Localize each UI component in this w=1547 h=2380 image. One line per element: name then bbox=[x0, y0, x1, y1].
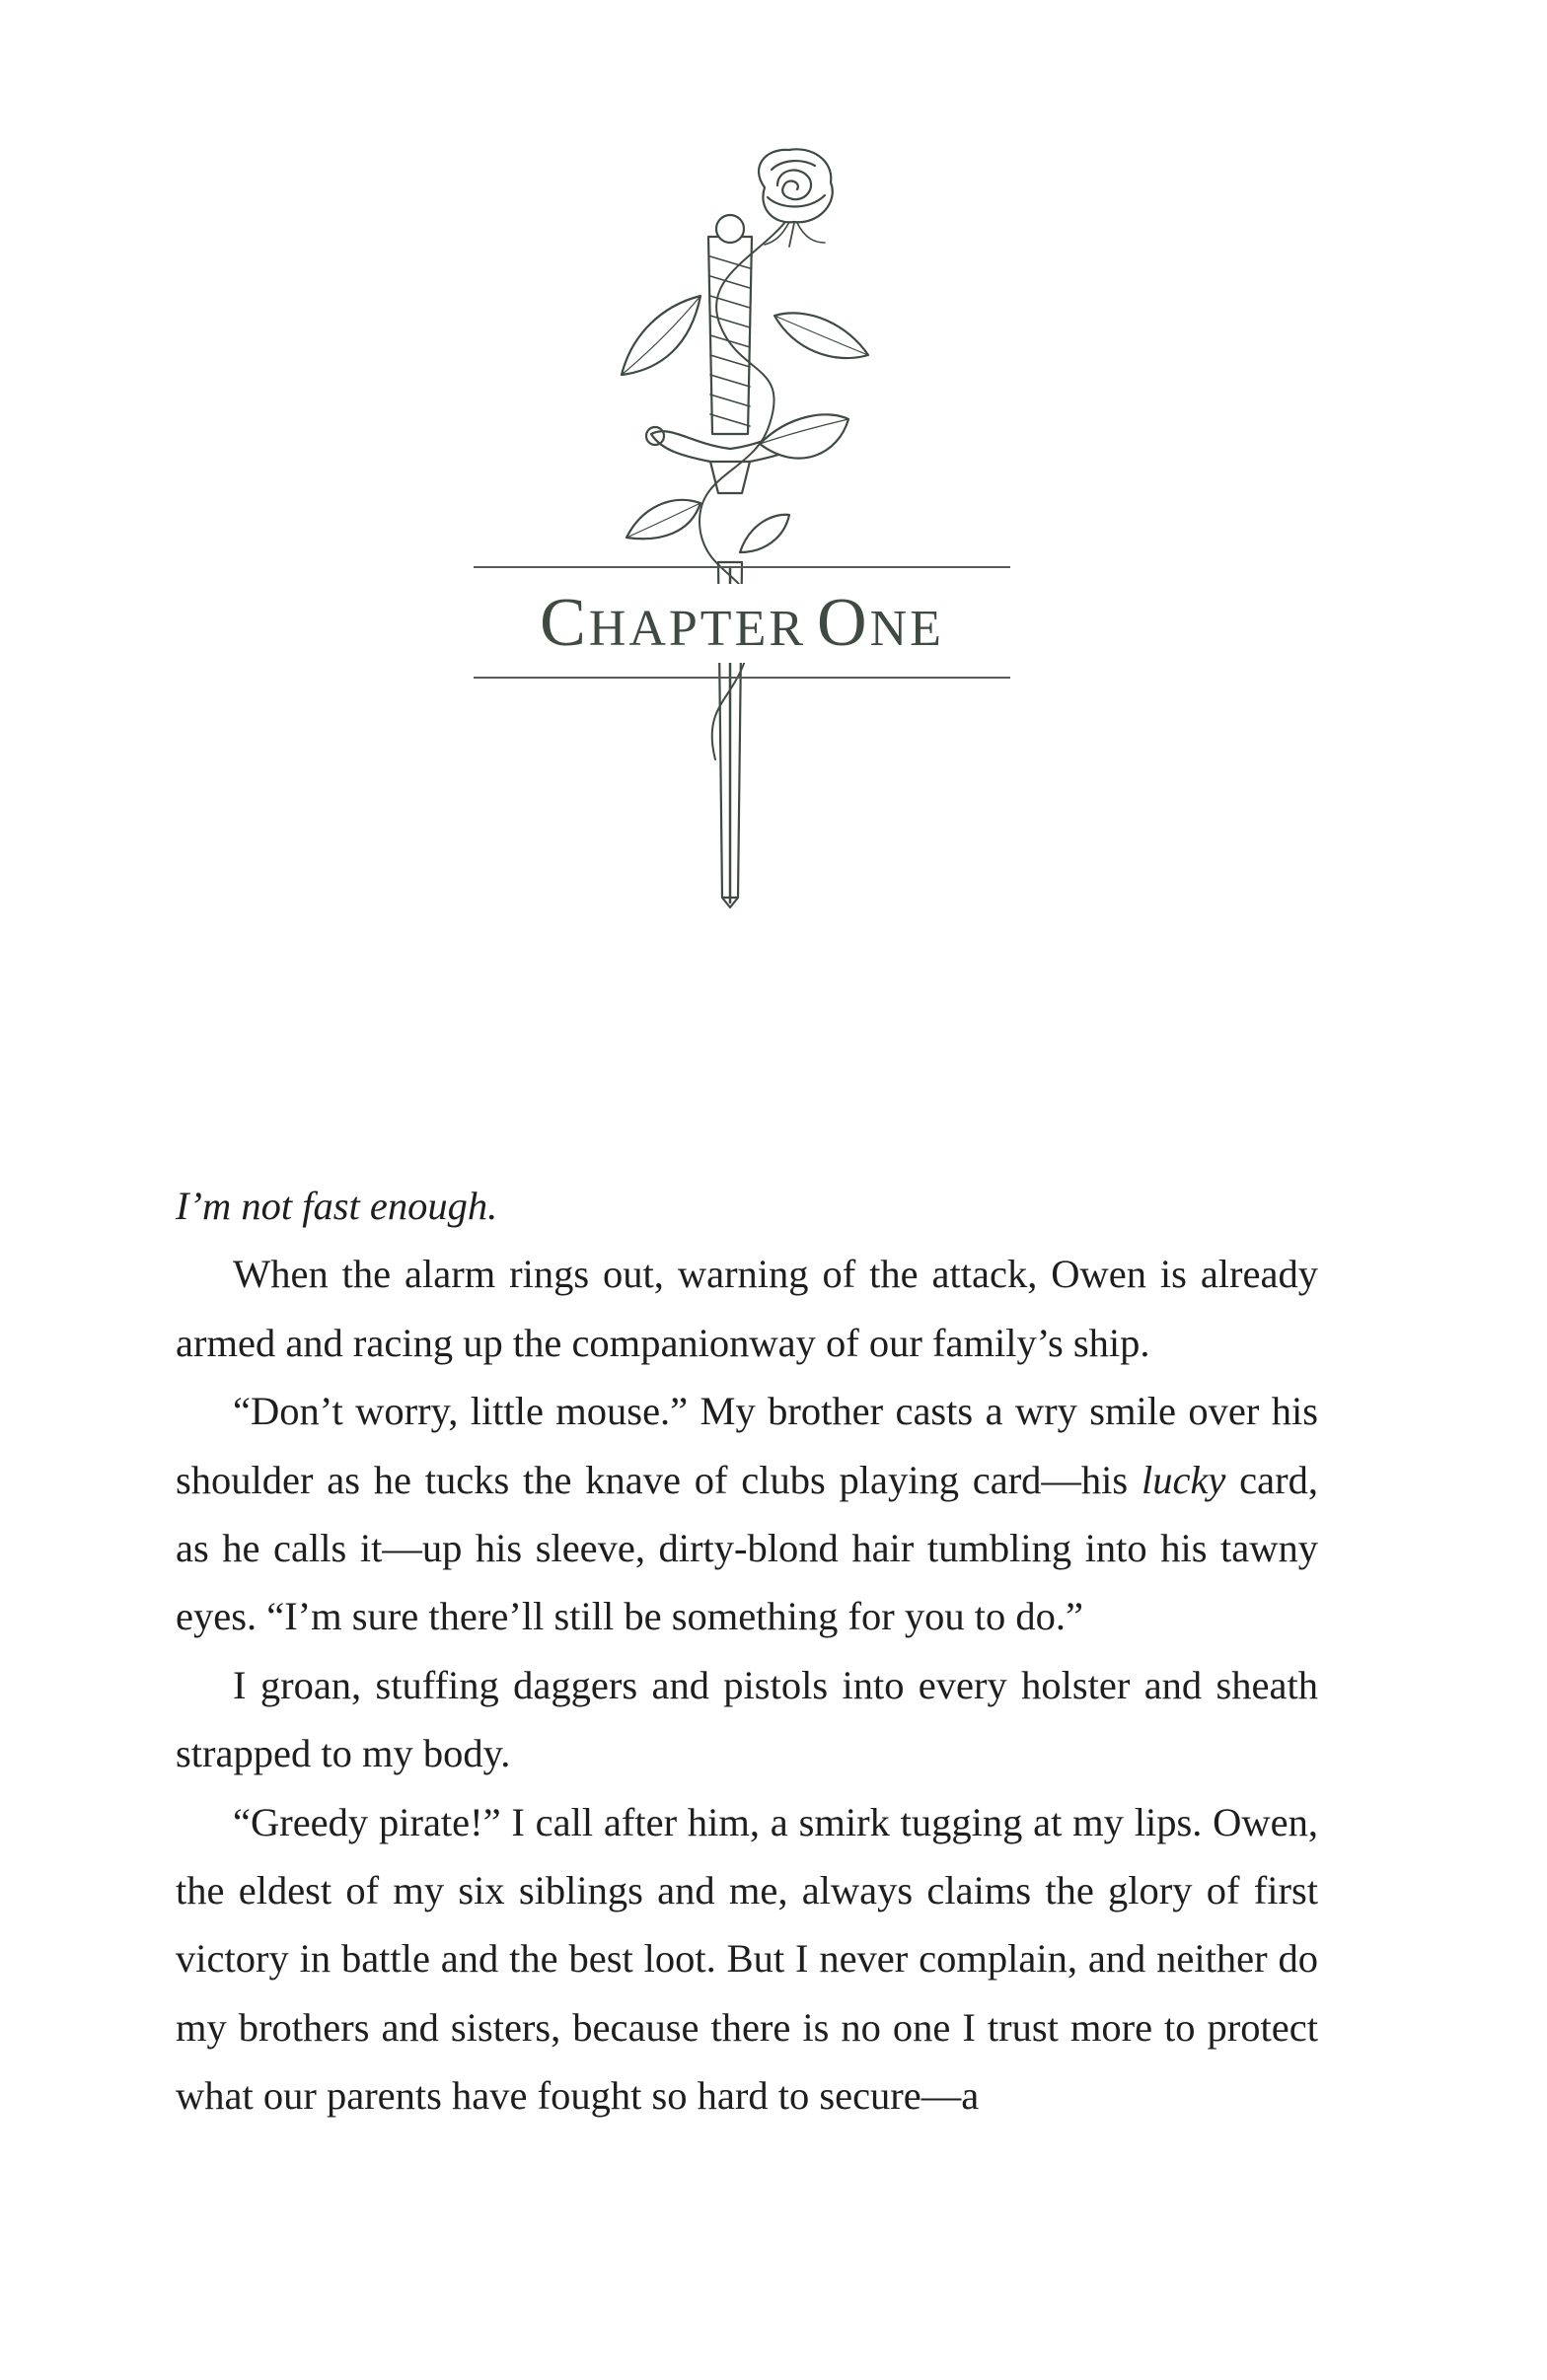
chapter-title-initial-1: C bbox=[540, 585, 589, 661]
paragraph-3 bbox=[176, 1377, 1318, 1651]
paragraph-3-part-a: “Don’t worry, little mouse.” My brother casts a wry smile over his shoulder as he tucks the knave of clubs playing card—his bbox=[176, 1389, 1318, 1502]
heading-rule-bottom bbox=[474, 677, 1010, 679]
paragraph-1: I’m not fast enough. bbox=[176, 1184, 498, 1228]
paragraph-4: I groan, stuffing daggers and pistols into every holster and sheath strapped to my body. bbox=[176, 1662, 1318, 1776]
paragraph-3-emphasis: lucky bbox=[1141, 1457, 1226, 1502]
chapter-title bbox=[474, 584, 1010, 663]
heading-rule-top bbox=[474, 566, 1010, 568]
dagger-with-rose-icon bbox=[552, 148, 918, 917]
chapter-title-rest-2: NE bbox=[869, 601, 944, 657]
paragraph-2: When the alarm rings out, warning of the attack, Owen is already armed and racing up the companionway of our family’s ship. bbox=[176, 1252, 1318, 1365]
paragraph-3-part-b: card, as he calls it—up his sleeve, dirty-blond hair tumbling into his tawny eyes. “I’m sure there’ll still be something for you to do.” bbox=[176, 1457, 1318, 1639]
chapter-title-initial-2: O bbox=[817, 585, 870, 661]
chapter-title-rest-1: HAPTER bbox=[588, 601, 807, 657]
paragraph-5: “Greedy pirate!” I call after him, a smirk tugging at my lips. Owen, the eldest of my six siblings and me, always claims the glory of first victory in battle and the best loot. But I never complain, and neither do my brothers and sisters, because there is no one I trust more to protect what our parents have fought so hard to secure—a bbox=[176, 1799, 1318, 2119]
body-text bbox=[176, 1172, 1318, 2130]
